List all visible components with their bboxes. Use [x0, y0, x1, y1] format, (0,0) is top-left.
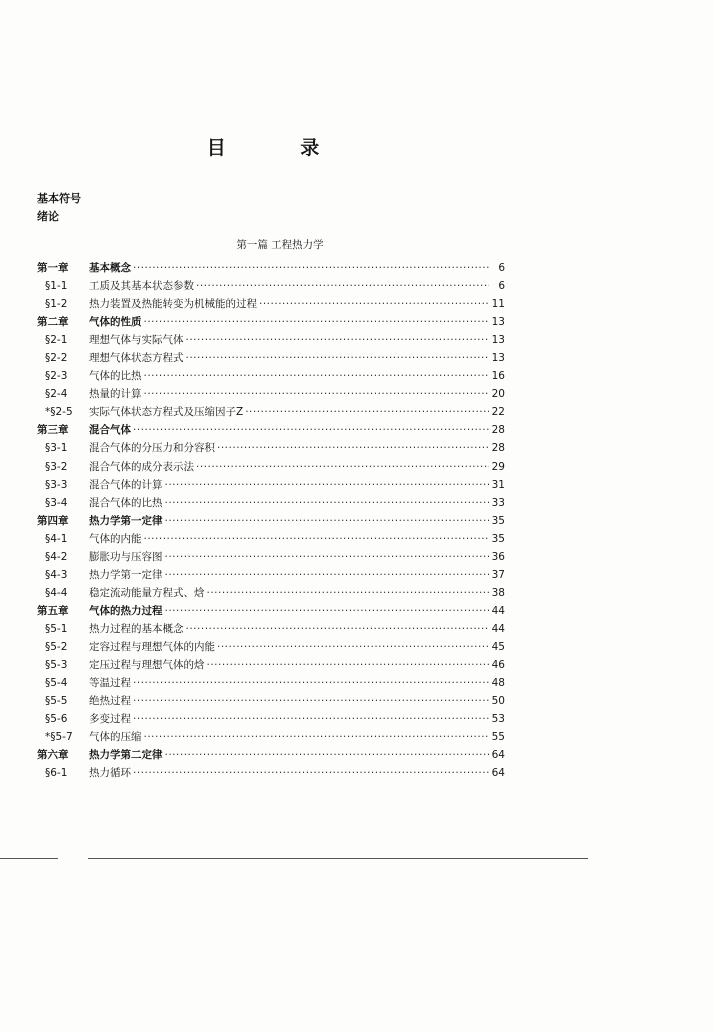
toc-entry-number: 第四章	[37, 514, 69, 527]
toc-section-entry	[37, 675, 505, 693]
toc-entry-title: 理想气体状态方程式	[89, 352, 184, 365]
toc-section-entry	[37, 296, 505, 314]
toc-entry-page: 22	[491, 406, 505, 419]
toc-entry-title: 热力装置及热能转变为机械能的过程	[89, 298, 257, 311]
toc-entry-title: 气体的内能	[89, 532, 142, 545]
toc-entry-number: §1-1	[45, 280, 68, 293]
toc-section-entry	[37, 332, 505, 350]
toc-entry-number: §3-2	[45, 460, 68, 473]
toc-section-entry	[37, 531, 505, 549]
toc-entry-number: §1-2	[45, 298, 68, 311]
dot-leader	[207, 587, 490, 599]
toc-entry-page: 64	[491, 749, 505, 762]
toc-entry-page: 16	[491, 370, 505, 383]
dot-leader	[165, 749, 490, 761]
toc-chapter-entry	[37, 513, 505, 531]
dot-leader	[217, 442, 489, 454]
toc-entry-page: 28	[491, 424, 505, 437]
dot-leader	[144, 731, 490, 743]
dot-leader	[144, 533, 490, 545]
toc-section-entry	[37, 693, 505, 711]
toc-entry-number: *§5-7	[45, 731, 73, 744]
bottom-rule-left	[0, 858, 58, 859]
toc-entry-page: 13	[491, 334, 505, 347]
toc-entry-title: 热力学第一定律	[89, 568, 163, 581]
dot-leader	[245, 406, 489, 418]
toc-entry-number: §5-2	[45, 640, 68, 653]
toc-entry-number: §5-1	[45, 622, 68, 635]
toc-section-entry	[37, 585, 505, 603]
toc-entry-number: 第三章	[37, 424, 69, 437]
toc-section-entry	[37, 765, 505, 783]
dot-leader	[165, 515, 490, 527]
front-matter-symbols: 基本符号	[37, 192, 81, 205]
toc-entry-title: 混合气体	[89, 424, 131, 437]
toc-entry-title: 气体的比热	[89, 370, 142, 383]
toc-entry-title: 气体的性质	[89, 316, 142, 329]
toc-section-entry	[37, 477, 505, 495]
table-of-contents	[37, 260, 505, 783]
toc-entry-number: §6-1	[45, 767, 68, 780]
toc-section-entry	[37, 495, 505, 513]
dot-leader	[144, 388, 490, 400]
dot-leader	[165, 605, 490, 617]
toc-entry-title: 实际气体状态方程式及压缩因子Z	[89, 406, 244, 419]
dot-leader	[165, 551, 490, 563]
toc-entry-page: 29	[491, 460, 505, 473]
toc-entry-page: 37	[491, 568, 505, 581]
toc-entry-page: 11	[491, 298, 505, 311]
toc-entry-number: §3-1	[45, 442, 68, 455]
dot-leader	[165, 569, 490, 581]
toc-section-entry	[37, 278, 505, 296]
toc-entry-number: §3-3	[45, 478, 68, 491]
toc-entry-page: 50	[491, 695, 505, 708]
toc-entry-page: 55	[491, 731, 505, 744]
toc-entry-number: 第五章	[37, 604, 69, 617]
toc-entry-title: 混合气体的分压力和分容积	[89, 442, 215, 455]
dot-leader	[165, 497, 490, 509]
toc-entry-page: 38	[491, 586, 505, 599]
toc-section-entry	[37, 567, 505, 585]
toc-entry-number: §4-3	[45, 568, 68, 581]
dot-leader	[133, 713, 489, 725]
toc-entry-title: 热力循环	[89, 767, 131, 780]
toc-entry-page: 35	[491, 532, 505, 545]
toc-entry-page: 13	[491, 352, 505, 365]
toc-entry-number: §2-4	[45, 388, 68, 401]
toc-section-entry	[37, 440, 505, 458]
toc-entry-number: §2-2	[45, 352, 68, 365]
toc-section-entry	[37, 711, 505, 729]
dot-leader	[186, 352, 490, 364]
bottom-rule	[88, 858, 588, 859]
toc-chapter-entry	[37, 260, 505, 278]
toc-section-entry	[37, 639, 505, 657]
toc-section-entry	[37, 350, 505, 368]
toc-entry-title: 膨胀功与压容图	[89, 550, 163, 563]
toc-entry-title: 混合气体的成分表示法	[89, 460, 194, 473]
toc-entry-number: §4-2	[45, 550, 68, 563]
toc-entry-number: §5-6	[45, 713, 68, 726]
dot-leader	[144, 316, 490, 328]
toc-entry-title: 定压过程与理想气体的焓	[89, 659, 205, 672]
toc-entry-title: 热力学第二定律	[89, 749, 163, 762]
toc-entry-number: §4-4	[45, 586, 68, 599]
toc-section-entry	[37, 386, 505, 404]
toc-section-entry	[37, 549, 505, 567]
toc-entry-page: 44	[491, 604, 505, 617]
toc-entry-title: 等温过程	[89, 677, 131, 690]
dot-leader	[217, 641, 489, 653]
toc-section-entry	[37, 459, 505, 477]
page-title: 目 录	[206, 137, 354, 159]
toc-entry-number: §5-4	[45, 677, 68, 690]
toc-entry-title: 混合气体的比热	[89, 496, 163, 509]
dot-leader	[165, 479, 490, 491]
toc-section-entry	[37, 657, 505, 675]
toc-entry-page: 33	[491, 496, 505, 509]
dot-leader	[186, 623, 490, 635]
dot-leader	[133, 424, 489, 436]
toc-chapter-entry	[37, 422, 505, 440]
toc-entry-page: 13	[491, 316, 505, 329]
toc-entry-number: 第二章	[37, 316, 69, 329]
toc-entry-number: §5-5	[45, 695, 68, 708]
toc-entry-title: 热力学第一定律	[89, 514, 163, 527]
toc-chapter-entry	[37, 603, 505, 621]
dot-leader	[196, 461, 489, 473]
dot-leader	[133, 262, 489, 274]
toc-entry-page: 53	[491, 713, 505, 726]
toc-entry-number: §5-3	[45, 659, 68, 672]
toc-entry-title: 工质及其基本状态参数	[89, 280, 194, 293]
toc-entry-page: 20	[491, 388, 505, 401]
toc-entry-title: 定容过程与理想气体的内能	[89, 640, 215, 653]
toc-entry-title: 绝热过程	[89, 695, 131, 708]
toc-entry-page: 6	[498, 262, 505, 274]
toc-entry-page: 36	[491, 550, 505, 563]
dot-leader	[207, 659, 490, 671]
toc-entry-page: 45	[491, 640, 505, 653]
toc-entry-title: 稳定流动能量方程式、焓	[89, 586, 205, 599]
dot-leader	[186, 334, 490, 346]
toc-entry-title: 热力过程的基本概念	[89, 622, 184, 635]
toc-entry-page: 35	[491, 514, 505, 527]
toc-entry-page: 46	[491, 659, 505, 672]
dot-leader	[259, 298, 489, 310]
toc-entry-number: 第一章	[37, 262, 69, 274]
toc-entry-number: §3-4	[45, 496, 68, 509]
toc-entry-page: 28	[491, 442, 505, 455]
toc-section-entry	[37, 729, 505, 747]
toc-entry-number: *§2-5	[45, 406, 73, 419]
toc-entry-page: 6	[498, 280, 505, 293]
toc-entry-title: 理想气体与实际气体	[89, 334, 184, 347]
toc-entry-title: 气体的压缩	[89, 731, 142, 744]
toc-chapter-entry	[37, 314, 505, 332]
toc-section-entry	[37, 368, 505, 386]
toc-entry-title: 混合气体的计算	[89, 478, 163, 491]
toc-section-entry	[37, 621, 505, 639]
dot-leader	[133, 677, 489, 689]
front-matter-introduction: 绪论	[37, 210, 59, 223]
toc-entry-number: §4-1	[45, 532, 68, 545]
toc-section-entry	[37, 404, 505, 422]
toc-entry-number: 第六章	[37, 749, 69, 762]
toc-entry-page: 44	[491, 622, 505, 635]
toc-entry-title: 多变过程	[89, 713, 131, 726]
dot-leader	[144, 370, 490, 382]
toc-entry-page: 48	[491, 677, 505, 690]
toc-entry-number: §2-1	[45, 334, 68, 347]
dot-leader	[133, 767, 489, 779]
toc-entry-title: 热量的计算	[89, 388, 142, 401]
dot-leader	[133, 695, 489, 707]
toc-entry-page: 31	[491, 478, 505, 491]
toc-chapter-entry	[37, 747, 505, 765]
part-title: 第一篇 工程热力学	[236, 239, 324, 251]
toc-entry-page: 64	[491, 767, 505, 780]
toc-entry-title: 气体的热力过程	[89, 604, 163, 617]
toc-entry-number: §2-3	[45, 370, 68, 383]
dot-leader	[196, 280, 489, 292]
toc-entry-title: 基本概念	[89, 262, 131, 274]
